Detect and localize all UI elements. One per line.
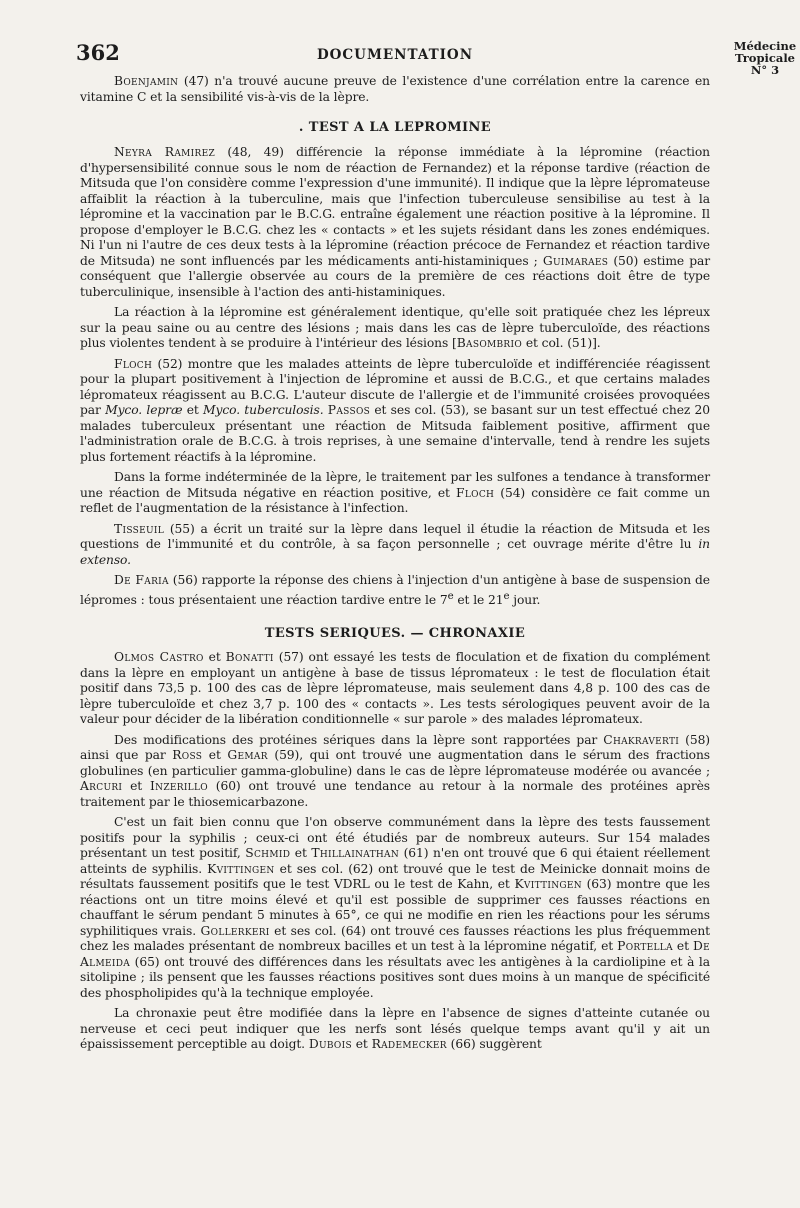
species-name: Myco. tuberculosis.: [203, 403, 324, 417]
paragraph-text: (60) ont trouvé une tendance au retour à la normale des protéines après traitement par le thiosemicarbazone.: [80, 779, 710, 809]
author-name: Passos: [327, 403, 371, 417]
paragraph-text: jour.: [509, 592, 541, 607]
author-name: Floch: [114, 356, 153, 371]
species-name: Myco. lepræ: [105, 403, 183, 417]
author-name: Inzerillo: [150, 779, 208, 794]
paragraph-text: (59), qui ont trouvé une augmentation dans le sérum des fractions globulines (en particulier gamma-globuline) dans le cas de lèpre lépromateuse modérée ou avancée ;: [80, 748, 711, 778]
paragraph-text: (63) montre que les réactions ont un titre moins élevé et qu'il est possible de supprimer ces fausses réactions en chauffant le sérum pendant 5 minutes à 65°, ce qui ne modifie en rien les réactions pour les sérums syphilitiques vrais.: [80, 877, 710, 938]
author-name: Bonatti: [225, 650, 274, 665]
paragraph-text: (48, 49) différencie la réponse immédiate à la lépromine (réaction d'hypersensibilité connue sous le nom de réaction de Fernandez) et la réponse tardive (réaction de Mitsuda que l'on considère comme l'expression d'une immunité). Il indique que la lèpre lépromateuse affaiblit la réaction à la tuberculine, mais que l'infection tuberculeuse sensibilise au test à la lépromine et la vaccination par le B.C.G. entraîne également une réaction positive à la lépromine. Il propose d'employer le B.C.G. chez les « contacts » et les sujets résidant dans les zones endémiques. Ni l'un ni l'autre de ces deux tests à la lépromine (réaction précoce de Fernandez et réaction tardive de Mitsuda) ne sont influencés par les médicaments anti-histaminiques ;: [80, 145, 711, 268]
paragraph-text: Des modifications des protéines sériques dans la lèpre sont rapportées par: [114, 732, 604, 747]
author-name: De Faria: [114, 573, 169, 587]
italic-phrase: in extenso.: [80, 537, 710, 567]
paragraph-text: Dans la forme indéterminée de la lèpre, le traitement par les sulfones a tendance à transformer une réaction de Mitsuda négative en réaction positive, et: [80, 470, 710, 500]
paragraph-text: (66) suggèrent: [446, 1037, 542, 1052]
author-name: Chakraverti: [603, 732, 680, 747]
paragraph-text: (50) estime par conséquent que l'allergie observée au cours de la première de ces réactions doit être de type tuberculinique, insensible à l'action des anti-histaminiques.: [80, 253, 710, 299]
superscript: e: [503, 589, 510, 602]
paragraph: [80, 145, 710, 300]
paragraph: [80, 357, 710, 466]
running-title: DOCUMENTATION: [316, 47, 474, 63]
paragraph-text: (55) a écrit un traité sur la lèpre dans lequel il étudie la réaction de Mitsuda et les questions de l'immunité et du contrôle, à sa façon personnelle ; cet ouvrage mérite d'être lu: [80, 521, 710, 551]
paragraph-text: La chronaxie peut être modifiée dans la lèpre en l'absence de signes d'atteinte cutanée ou nerveuse et ceci peut indiquer que les nerfs sont lésés quelque temps avant qu'il y ait un épaississement perceptible au doigt.: [80, 1006, 710, 1052]
paragraph-text: et ses col. (64) ont trouvé ces fausses réactions les plus fréquemment chez les malades présentant de nombreux bacilles et un test à la lépromine négatif, et: [80, 923, 710, 954]
paragraph: [80, 733, 710, 811]
paragraph-text: (47) n'a trouvé aucune preuve de l'existence d'une corrélation entre la carence en vitamine C et la sensibilité vis-à-vis de la lèpre.: [80, 74, 710, 104]
paragraph-text: et: [122, 779, 150, 794]
author-name: Thillainathan: [311, 846, 399, 861]
paragraph-text: et col. (51)].: [522, 336, 601, 350]
paragraph-text: (54) considère ce fait comme un reflet de l'augmentation de la résistance à l'infection.: [80, 485, 710, 515]
paragraph: [80, 305, 710, 352]
author-name: Olmos Castro: [114, 650, 204, 665]
journal-tag-line: Tropicale: [735, 51, 795, 65]
journal-tag-line: Médecine: [733, 39, 797, 53]
paragraph-text: et: [203, 650, 226, 665]
author-name: Rademecker: [371, 1037, 447, 1052]
author-name: Tisseuil: [114, 521, 165, 536]
paragraph: [80, 815, 710, 1001]
paragraph-text: (58) ainsi que par: [80, 732, 710, 763]
author-name: Boenjamin: [114, 74, 179, 88]
section-heading-lepromine: . TEST A LA LEPROMINE: [298, 120, 492, 135]
section-heading-tests-seriques: TESTS SERIQUES. — CHRONAXIE: [264, 626, 526, 642]
paragraph-text: (65) ont trouvé des différences dans les résultats avec les antigènes à la cardiolipine et à la sitolipine ; ils pensent que les fausses réactions positives sont dues moins à un manque de spécificité des phospholipides qu'à la technique employée.: [80, 954, 710, 1000]
paragraph-text: et ses col. (53), se basant sur un test effectué chez 20 malades tuberculeux présentant une réaction de Mitsuda faiblement positive, affirment que l'administration orale de B.C.G. à trois reprises, à une semaine d'intervalle, tend à rendre les sujets plus fortement réactifs à la lépromine.: [80, 403, 711, 464]
page-number: 362: [76, 40, 120, 65]
superscript: e: [447, 589, 454, 602]
paragraph-text: (57) ont essayé les tests de floculation et de fixation du complément dans la lèpre en employant un antigène à base de tissus lépromateux : le test de floculation était positif dans 73,5 p. 100 des cas de lèpre lépromateuse, mais seulement dans 4,8 p. 100 des cas de lèpre tuberculoïde et chez 3,7 p. 100 des « contacts ». Les tests sérologiques peuvent avoir de la valeur pour décider de la libération conditionnelle « sur parole » des malades lépromateux.: [80, 650, 710, 727]
running-head: [76, 40, 710, 74]
paragraph-text: et le 21: [453, 592, 504, 607]
paragraph: [80, 1006, 710, 1053]
author-name: Basombrio: [456, 336, 523, 350]
paragraph-text: La réaction à la lépromine est généralement identique, qu'elle soit pratiquée chez les lépreux sur la peau saine ou au centre des lésions ; mais dans les cas de lèpre tuberculoïde, des réactions plus violentes tendent à se produire à l'intérieur des lésions [: [80, 305, 710, 350]
author-name: Ross: [172, 748, 203, 763]
page-body: [76, 40, 711, 1053]
author-name: Neyra Ramirez: [114, 145, 216, 159]
paragraph-text: (56) rapporte la réponse des chiens à l'injection d'un antigène à base de suspension de lépromes : tous présentaient une réaction tardive entre le 7: [80, 573, 710, 607]
paragraph: [80, 470, 710, 517]
author-name: Gollerkeri: [200, 923, 270, 938]
paragraph-text: (52) montre que les malades atteints de lèpre tuberculoïde et indifférenciée réagissent pour la plupart positivement à l'injection de lépromine et aussi de B.C.G., et que certains malades lépromateux réagissent au B.C.G. L'auteur discute de l'allergie et de l'immunité croisées provoquées par: [80, 356, 710, 417]
paragraph: [80, 573, 710, 608]
paragraph: [80, 650, 710, 728]
paragraph-text: et: [351, 1037, 372, 1052]
author-name: Portella: [617, 939, 673, 954]
paragraph: [80, 522, 710, 569]
paragraph-text: et: [202, 748, 228, 763]
intro-paragraph: [80, 74, 710, 105]
author-name: Arcuri: [80, 779, 123, 794]
author-name: Gemar: [227, 748, 268, 763]
paragraph-text: et: [290, 846, 312, 861]
author-name: Floch: [456, 485, 495, 500]
author-name: Kvittingen: [514, 877, 582, 892]
author-name: Kvittingen: [207, 861, 275, 876]
author-name: Schmid: [245, 846, 291, 861]
author-name: Dubois: [308, 1037, 352, 1052]
paragraph-text: et ses col. (62) ont trouvé que le test de Meinicke donnait moins de résultats faussement positifs que le test VDRL ou le test de Kahn, et: [80, 861, 710, 892]
paragraph-text: et: [182, 403, 203, 417]
journal-tag: [730, 40, 800, 76]
author-name: Guimaraes: [542, 253, 609, 268]
author-name: De Almeida: [80, 939, 711, 969]
paragraph-text: C'est un fait bien connu que l'on observe communément dans la lèpre des tests faussement positifs pour la syphilis ; ceux-ci ont été étudiés par de nombreux auteurs. Sur 154 malades présentant un test positif,: [80, 815, 710, 861]
paragraph-text: et: [672, 939, 693, 954]
journal-tag-line: N° 3: [750, 63, 780, 77]
paragraph-text: (61) n'en ont trouvé que 6 qui étaient réellement atteints de syphilis.: [80, 846, 710, 876]
